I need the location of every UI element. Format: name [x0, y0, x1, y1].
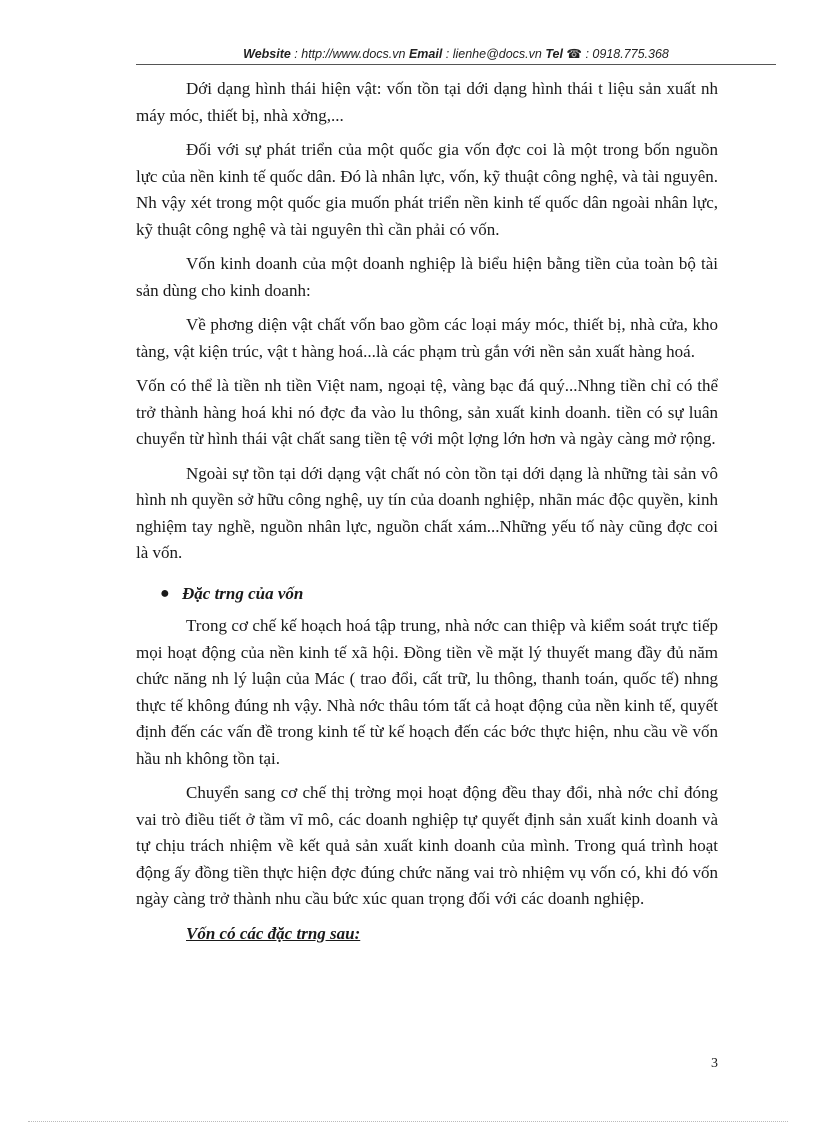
footer-divider [28, 1121, 788, 1122]
bullet-heading-text: Đặc trng của vốn [182, 583, 304, 603]
page-number: 3 [711, 1056, 718, 1071]
paragraph: Về phơng diện vật chất vốn bao gồm các loại máy móc, thiết bị, nhà cửa, kho tàng, vật kiện trúc, vật t hàng hoá...là các phạm trù gắn với nền sản xuất hàng hoá. [136, 315, 718, 361]
header-divider [136, 64, 776, 65]
paragraph: Trong cơ chế kế hoạch hoá tập trung, nhà nớc can thiệp và kiểm soát trực tiếp mọi hoạt động của nền kinh tế xã hội. Đồng tiền về mặt lý thuyết mang đầy đủ năm chức năng nh lý luận của Mác ( trao đổi, cất trữ, lu thông, thanh toán, quốc tế) nhng thực tế không đúng nh vậy. Nhà nớc thâu tóm tất cả hoạt động của nền kinh tế, quyết định đến các vấn đề trong kinh tế từ kế hoạch đến các bớc thực hiện, nhu cầu về vốn hầu nh không tồn tại. [136, 616, 718, 768]
paragraph: Đối với sự phát triển của một quốc gia vốn đợc coi là một trong bốn nguồn lực của nền kinh tế quốc dân. Đó là nhân lực, vốn, kỹ thuật công nghệ, và tài nguyên. Nh vậy xét trong một quốc gia muốn phát triển nền kinh tế quốc dân ngoài nhân lực, kỹ thuật công nghệ và tài nguyên thì cần phải có vốn. [136, 140, 718, 239]
bullet-icon: ● [160, 584, 170, 602]
paragraph: Dới dạng hình thái hiện vật: vốn tồn tại dới dạng hình thái t liệu sản xuất nh máy móc, thiết bị, nhà xởng,... [136, 79, 718, 125]
paragraph: Vốn có thể là tiền nh tiền Việt nam, ngoại tệ, vàng bạc đá quý...Nhng tiền chỉ có thể trở thành hàng hoá khi nó đợc đa vào lu thông, sản xuất kinh doanh. tiền có sự luân chuyển từ hình thái vật chất sang tiền tệ với một lợng lớn hơn và ngày càng mở rộng. [136, 376, 718, 448]
website-label: Website [243, 47, 291, 61]
bullet-heading [136, 581, 718, 608]
paragraph: Vốn kinh doanh của một doanh nghiệp là biểu hiện bằng tiền của toàn bộ tài sản dùng cho kinh doanh: [136, 254, 718, 300]
email-label: Email [408, 47, 443, 61]
paragraph: Ngoài sự tồn tại dới dạng vật chất nó còn tồn tại dới dạng là những tài sản vô hình nh quyền sở hữu công nghệ, uy tín của doanh nghiệp, nhãn mác độc quyền, kinh nghiệm tay nghề, nguồn nhân lực, nguồn chất xám...Những yếu tố này cũng đợc coi là vốn. [136, 463, 718, 562]
page-header [136, 46, 776, 61]
subheading: Vốn có các đặc trng sau: [186, 923, 361, 943]
tel-value: : 0918.775.368 [581, 47, 669, 61]
email-value: : lienhe@docs.vn [442, 47, 546, 61]
paragraph: Chuyển sang cơ chế thị trờng mọi hoạt động đều thay đổi, nhà nớc chỉ đóng vai trò điều tiết ở tầm vĩ mô, các doanh nghiệp tự quyết định sản xuất kinh doanh và tự chịu trách nhiệm về kết quả sản xuất kinh doanh của mình. Trong quá trình hoạt động ấy đồng tiền thực hiện đợc đúng chức năng vai trò nhiệm vụ vốn có, khi đó vốn ngày càng trở thành nhu cầu bức xúc quan trọng đối với các doanh nghiệp. [136, 783, 718, 908]
document-body [136, 76, 718, 947]
website-value: : http://www.docs.vn [290, 47, 409, 61]
tel-label: Tel ☎ [545, 47, 582, 61]
